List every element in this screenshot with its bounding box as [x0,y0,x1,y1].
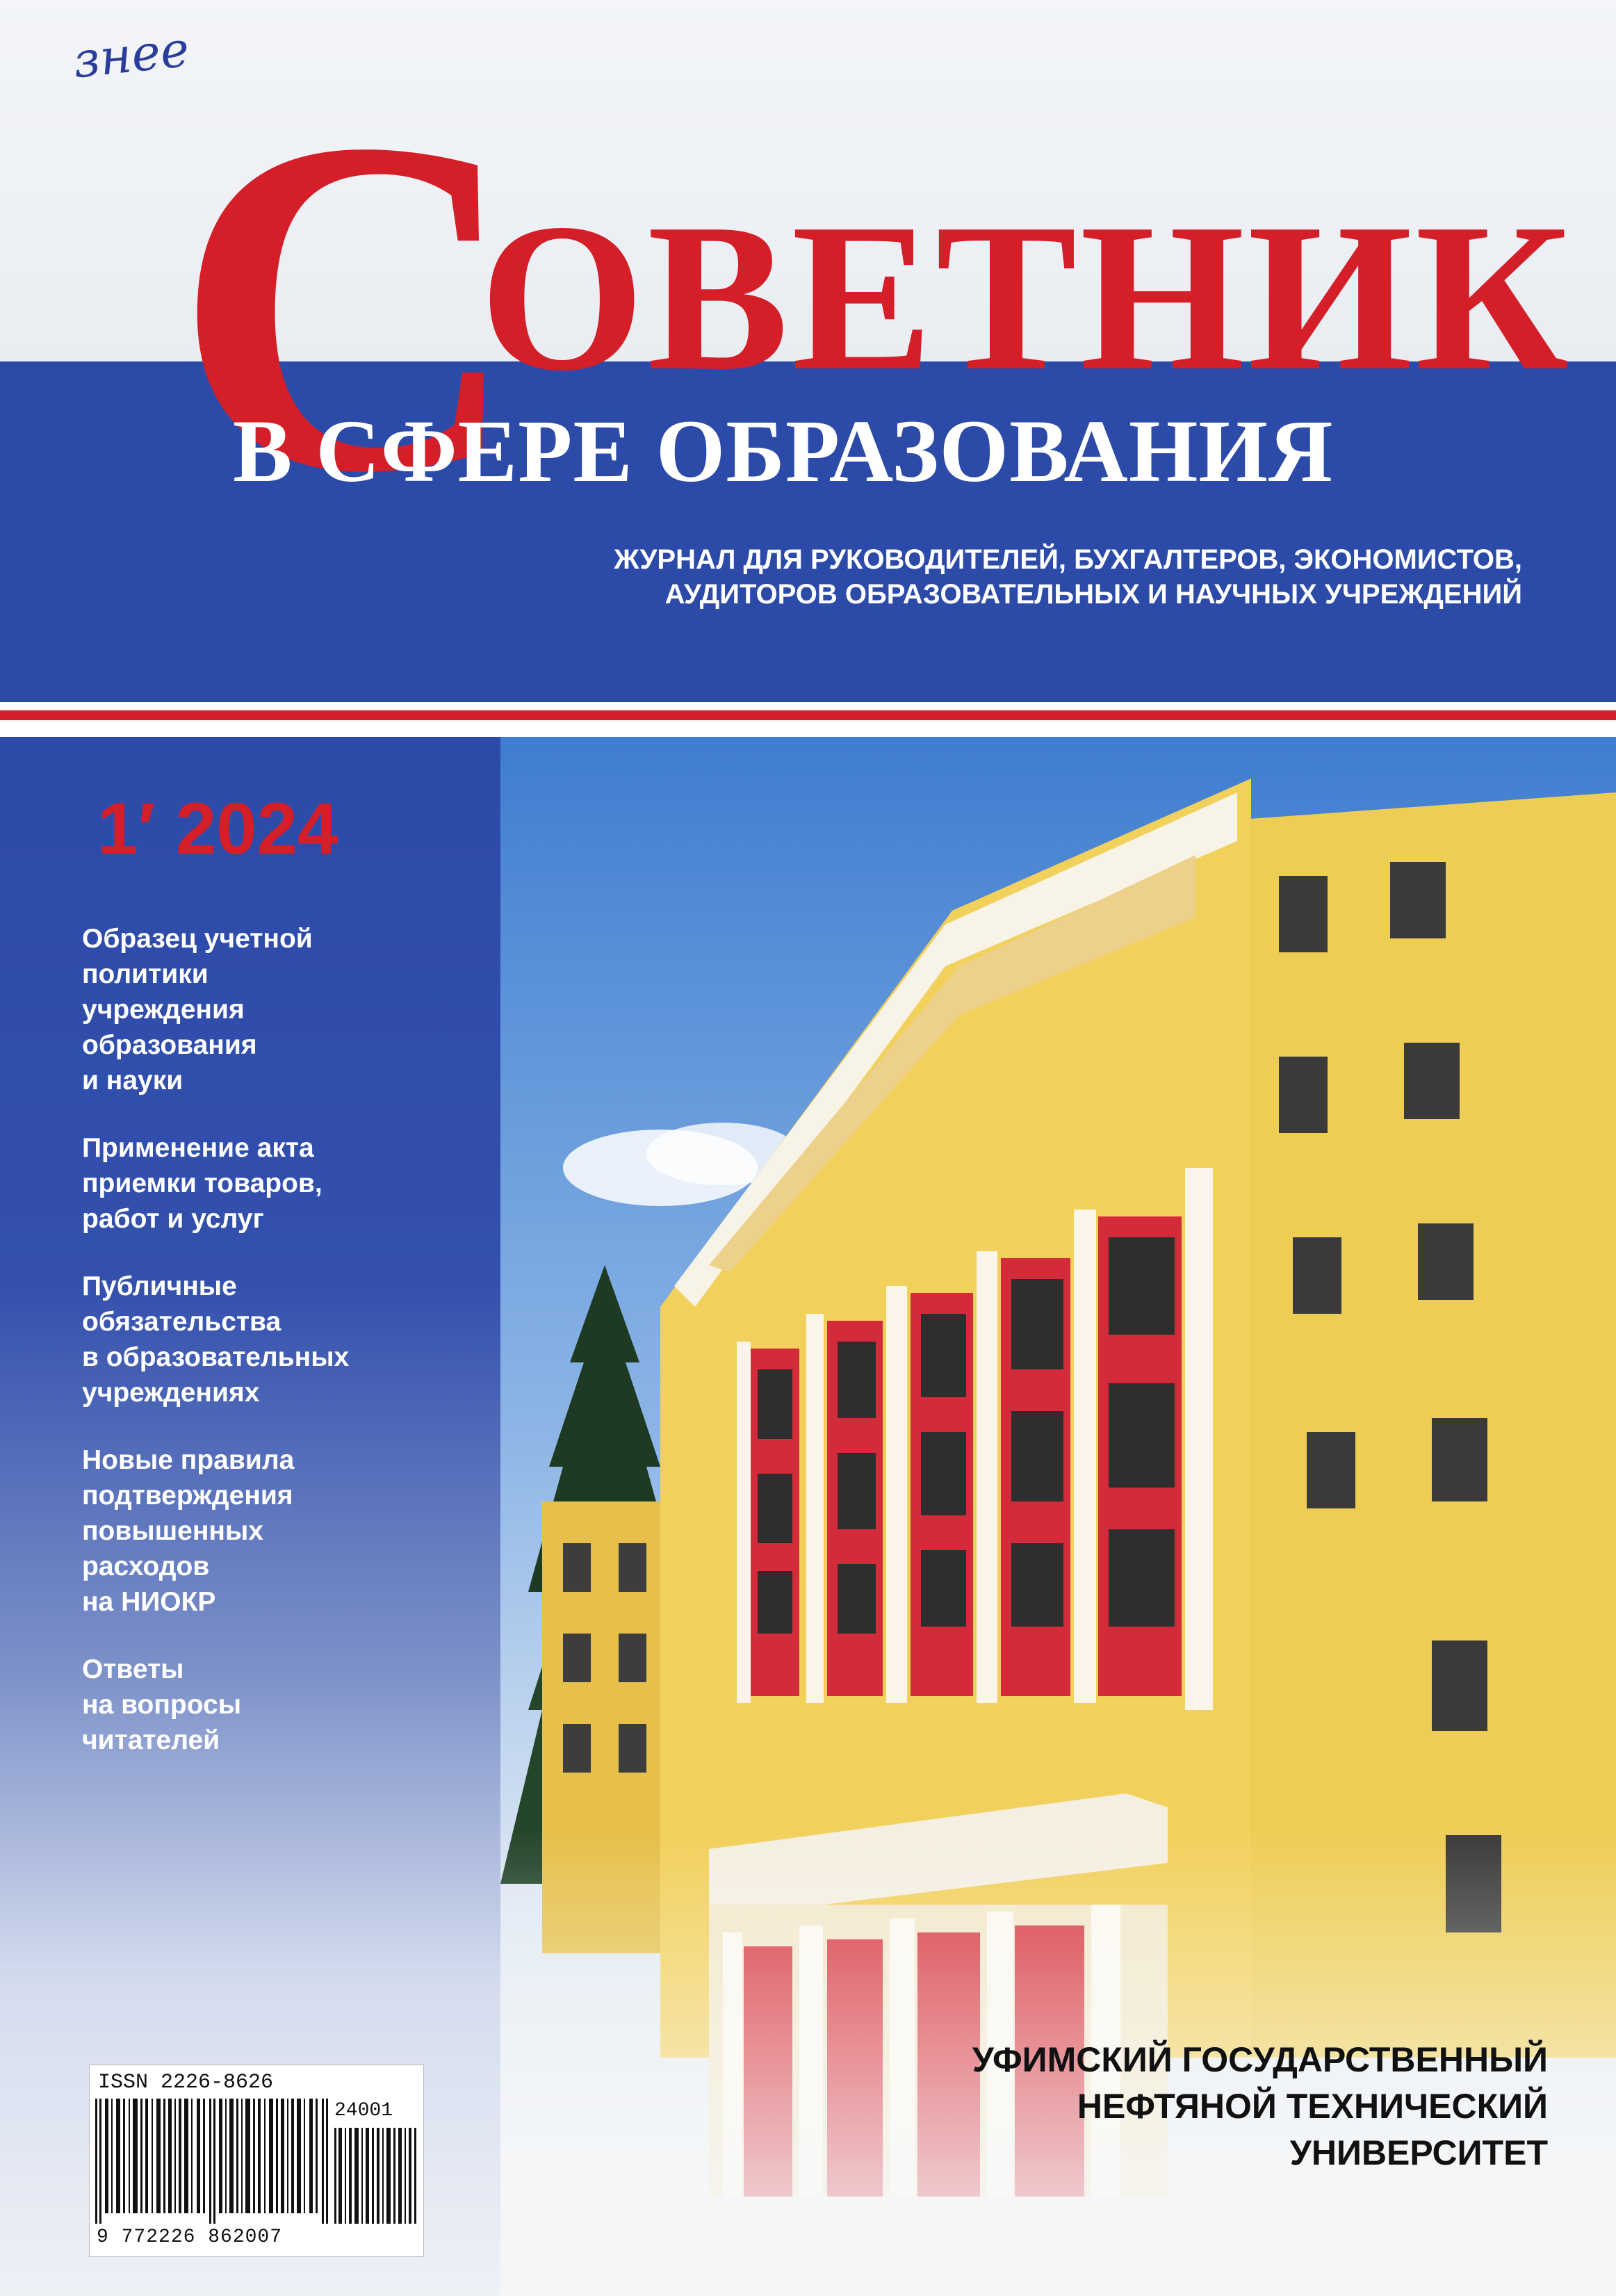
table-of-contents [82,921,471,1790]
tagline-line-1: ЖУРНАЛ ДЛЯ РУКОВОДИТЕЛЕЙ, БУХГАЛТЕРОВ, ЭКОНОМИСТОВ, [614,544,1522,575]
issn-label: ISSN 2226-8626 [98,2071,274,2094]
addon-barcode-icon [334,2128,418,2224]
tricolor-stripes [0,702,1616,737]
title-initial: С [174,40,521,571]
cover-story-caption: УФИМСКИЙ ГОСУДАРСТВЕННЫЙ НЕФТЯНОЙ ТЕХНИЧЕСКИЙ УНИВЕРСИТЕТ [972,2040,1548,2172]
barcode-icon [95,2099,332,2224]
contents-item: Применение акта приемки товаров, работ и услуг [82,1133,323,1234]
barcode-block [89,2065,424,2257]
contents-item: Образец учетной политики учреждения образования и науки [82,924,313,1096]
contents-item: Новые правила подтверждения повышенных расходов на НИОКР [82,1445,295,1617]
magazine-subtitle: В СФЕРЕ ОБРАЗОВАНИЯ [233,402,1334,500]
tagline [614,542,1522,612]
issue-code: 24001 [334,2100,393,2122]
contents-item: Публичные обязательства в образовательных учреждениях [82,1271,350,1408]
ean-digits: 9 772226 862007 [97,2226,283,2248]
issue-number: 1′ 2024 [97,788,338,870]
magazine-title: ОВЕТНИК [480,179,1572,414]
handwritten-note: знее [70,20,192,90]
contents-item: Ответы на вопросы читателей [82,1654,242,1755]
tagline-line-2: АУДИТОРОВ ОБРАЗОВАТЕЛЬНЫХ И НАУЧНЫХ УЧРЕЖДЕНИЙ [664,579,1522,610]
